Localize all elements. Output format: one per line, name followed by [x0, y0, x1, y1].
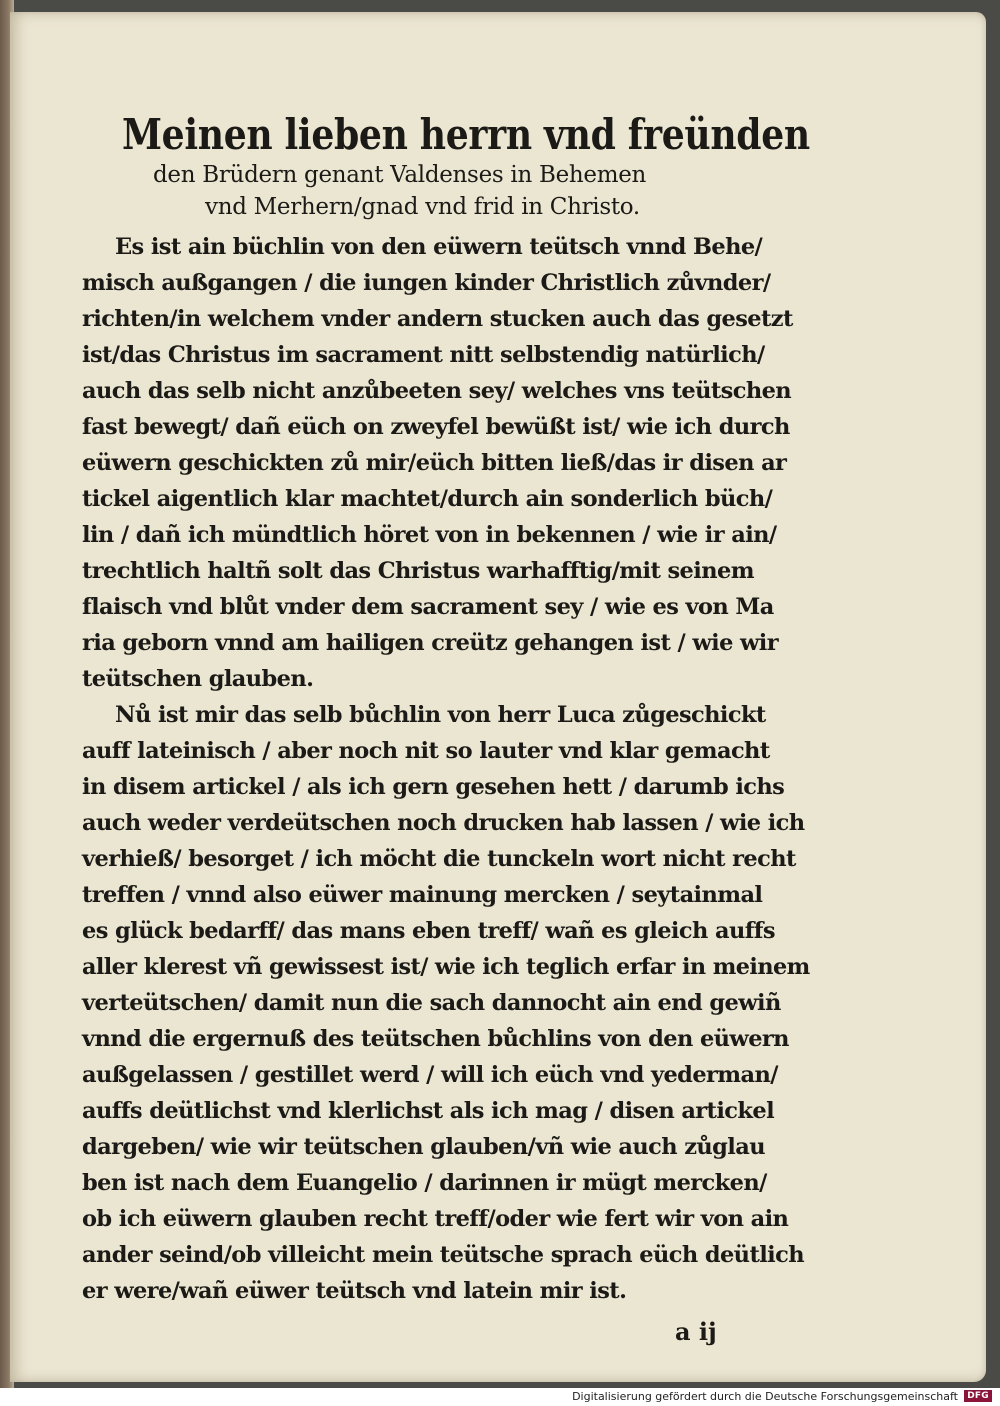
body-line: ob ich eüwern glauben recht treff/oder wie fert wir von ain: [82, 1206, 789, 1232]
body-line: Nů ist mir das selb bůchlin von herr Luca zůgeschickt: [115, 702, 766, 728]
body-line: er were/wañ eüwer teütsch vnd latein mir ist.: [82, 1278, 627, 1304]
body-line: dargeben/ wie wir teütschen glauben/vñ wie auch zůglau: [82, 1134, 765, 1160]
footer-credit: Digitalisierung gefördert durch die Deutsche Forschungsgemeinschaft: [572, 1390, 958, 1403]
body-line: ander seind/ob villeicht mein teütsche sprach eüch deütlich: [82, 1242, 804, 1268]
dedication-title-line-3: vnd Merhern/gnad vnd frid in Christo.: [205, 194, 640, 220]
body-line: auffs deütlichst vnd klerlichst als ich mag / disen artickel: [82, 1098, 775, 1124]
document-page: [10, 12, 986, 1382]
dedication-title-line-2: den Brüdern genant Valdenses in Behemen: [153, 162, 647, 188]
body-line: richten/in welchem vnder andern stucken auch das gesetzt: [82, 306, 793, 332]
body-line: ria geborn vnnd am hailigen creütz gehangen ist / wie wir: [82, 630, 778, 656]
body-line: flaisch vnd blůt vnder dem sacrament sey / wie es von Ma: [82, 594, 774, 620]
body-line: auff lateinisch / aber noch nit so lauter vnd klar gemacht: [82, 738, 770, 764]
body-line: verhieß/ besorget / ich möcht die tunckeln wort nicht recht: [82, 846, 796, 872]
body-line: auch weder verdeütschen noch drucken hab lassen / wie ich: [82, 810, 805, 836]
body-line: misch außgangen / die iungen kinder Christlich zůvnder/: [82, 270, 771, 296]
body-line: in disem artickel / als ich gern gesehen hett / darumb ichs: [82, 774, 785, 800]
body-line: es glück bedarff/ das mans eben treff/ wañ es gleich auffs: [82, 918, 775, 944]
body-line: außgelassen / gestillet werd / will ich eüch vnd yederman/: [82, 1062, 778, 1088]
signature-mark: a ij: [675, 1317, 717, 1346]
body-line: tickel aigentlich klar machtet/durch ain sonderlich büch/: [82, 486, 773, 512]
dedication-title-line-1: Meinen lieben herrn vnd freünden: [122, 110, 810, 159]
body-line: ben ist nach dem Euangelio / darinnen ir mügt mercken/: [82, 1170, 767, 1196]
body-line: aller klerest vñ gewissest ist/ wie ich teglich erfar in meinem: [82, 954, 810, 980]
body-line: trechtlich haltñ solt das Christus warhafftig/mit seinem: [82, 558, 754, 584]
body-line: verteütschen/ damit nun die sach dannocht ain end gewiñ: [82, 990, 781, 1016]
body-line: treffen / vnnd also eüwer mainung mercken / seytainmal: [82, 882, 763, 908]
body-line: teütschen glauben.: [82, 666, 314, 692]
dfg-logo: DFG: [964, 1390, 992, 1402]
body-line: ist/das Christus im sacrament nitt selbstendig natürlich/: [82, 342, 765, 368]
body-line: Es ist ain büchlin von den eüwern teütsch vnnd Behe/: [115, 234, 763, 260]
body-line: fast bewegt/ dañ eüch on zweyfel bewüßt ist/ wie ich durch: [82, 414, 790, 440]
body-line: lin / dañ ich mündtlich höret von in bekennen / wie ir ain/: [82, 522, 777, 548]
body-line: auch das selb nicht anzůbeeten sey/ welches vns teütschen: [82, 378, 792, 404]
body-line: vnnd die ergernuß des teütschen bůchlins von den eüwern: [82, 1026, 789, 1052]
body-line: eüwern geschickten zů mir/eüch bitten ließ/das ir disen ar: [82, 450, 787, 476]
